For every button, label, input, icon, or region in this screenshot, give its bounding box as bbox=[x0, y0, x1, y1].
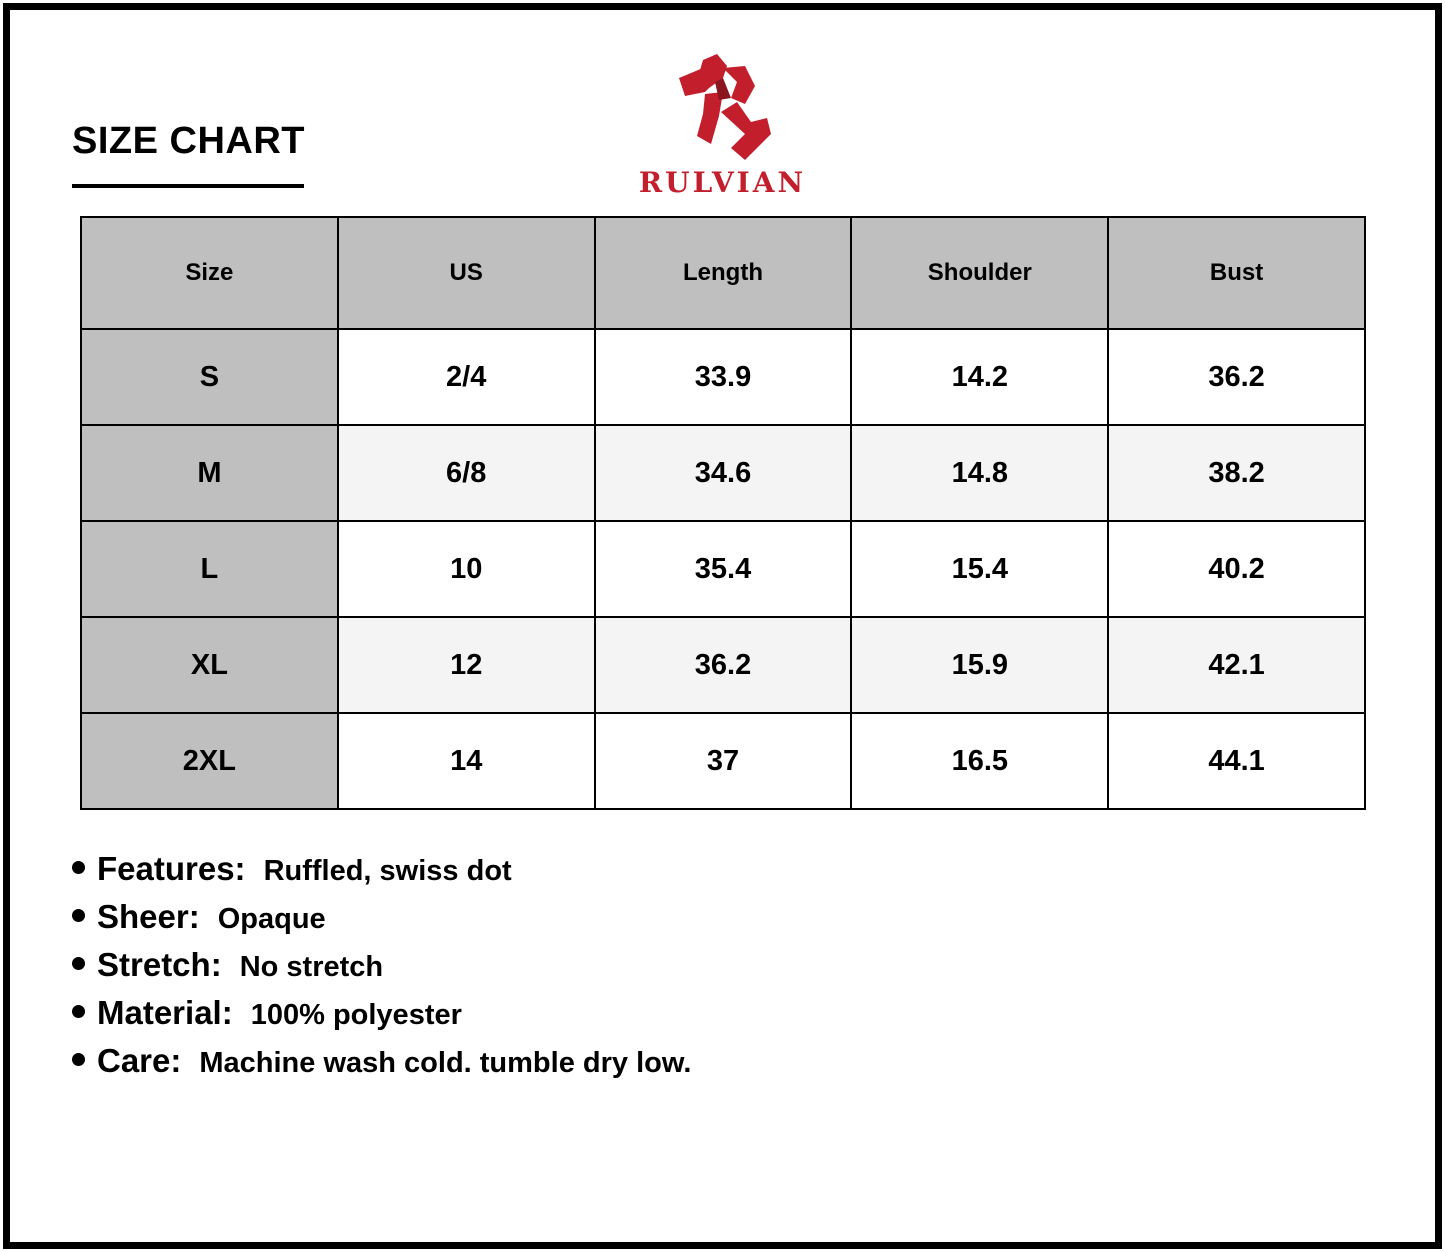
shoulder-cell: 14.2 bbox=[851, 329, 1108, 425]
feature-value: Machine wash cold. tumble dry low. bbox=[199, 1047, 692, 1079]
bullet-icon bbox=[72, 1005, 85, 1018]
length-cell: 33.9 bbox=[595, 329, 852, 425]
list-item bbox=[72, 1042, 691, 1090]
length-cell: 36.2 bbox=[595, 617, 852, 713]
column-header-length: Length bbox=[595, 217, 852, 329]
feature-value: Ruffled, swiss dot bbox=[263, 855, 512, 887]
shoulder-cell: 15.9 bbox=[851, 617, 1108, 713]
table-row bbox=[81, 617, 1365, 713]
list-item bbox=[72, 898, 691, 946]
feature-label: Stretch: bbox=[97, 946, 222, 983]
table-row bbox=[81, 713, 1365, 809]
list-item bbox=[72, 946, 691, 994]
feature-list bbox=[72, 850, 691, 1090]
bullet-icon bbox=[72, 861, 85, 874]
shoulder-cell: 14.8 bbox=[851, 425, 1108, 521]
list-item bbox=[72, 994, 691, 1042]
column-header-bust: Bust bbox=[1108, 217, 1365, 329]
column-header-size: Size bbox=[81, 217, 338, 329]
feature-label: Care: bbox=[97, 1042, 182, 1079]
size-cell: XL bbox=[81, 617, 338, 713]
us-cell: 10 bbox=[338, 521, 595, 617]
bust-cell: 44.1 bbox=[1108, 713, 1365, 809]
table-row bbox=[81, 521, 1365, 617]
bust-cell: 42.1 bbox=[1108, 617, 1365, 713]
us-cell: 2/4 bbox=[338, 329, 595, 425]
shoulder-cell: 15.4 bbox=[851, 521, 1108, 617]
us-cell: 6/8 bbox=[338, 425, 595, 521]
size-cell: L bbox=[81, 521, 338, 617]
size-cell: 2XL bbox=[81, 713, 338, 809]
table-row bbox=[81, 425, 1365, 521]
feature-value: Opaque bbox=[217, 903, 326, 935]
size-cell: S bbox=[81, 329, 338, 425]
column-header-us: US bbox=[338, 217, 595, 329]
table-row bbox=[81, 329, 1365, 425]
feature-label: Material: bbox=[97, 994, 233, 1031]
feature-value: 100% polyester bbox=[250, 999, 462, 1031]
size-cell: M bbox=[81, 425, 338, 521]
rulvian-r-logo-icon bbox=[675, 52, 775, 162]
us-cell: 14 bbox=[338, 713, 595, 809]
feature-label: Features: bbox=[97, 850, 246, 887]
column-header-shoulder: Shoulder bbox=[851, 217, 1108, 329]
bust-cell: 36.2 bbox=[1108, 329, 1365, 425]
list-item bbox=[72, 850, 691, 898]
shoulder-cell: 16.5 bbox=[851, 713, 1108, 809]
bullet-icon bbox=[72, 957, 85, 970]
length-cell: 35.4 bbox=[595, 521, 852, 617]
page-title: SIZE CHART bbox=[72, 120, 305, 162]
table-header-row bbox=[81, 217, 1365, 329]
feature-value: No stretch bbox=[239, 951, 384, 983]
title-underline bbox=[72, 184, 304, 188]
size-table bbox=[80, 216, 1366, 810]
bust-cell: 40.2 bbox=[1108, 521, 1365, 617]
bullet-icon bbox=[72, 909, 85, 922]
us-cell: 12 bbox=[338, 617, 595, 713]
feature-label: Sheer: bbox=[97, 898, 200, 935]
brand-name: RULVIAN bbox=[638, 166, 807, 199]
bust-cell: 38.2 bbox=[1108, 425, 1365, 521]
bullet-icon bbox=[72, 1053, 85, 1066]
length-cell: 34.6 bbox=[595, 425, 852, 521]
length-cell: 37 bbox=[595, 713, 852, 809]
brand-logo bbox=[620, 50, 825, 200]
